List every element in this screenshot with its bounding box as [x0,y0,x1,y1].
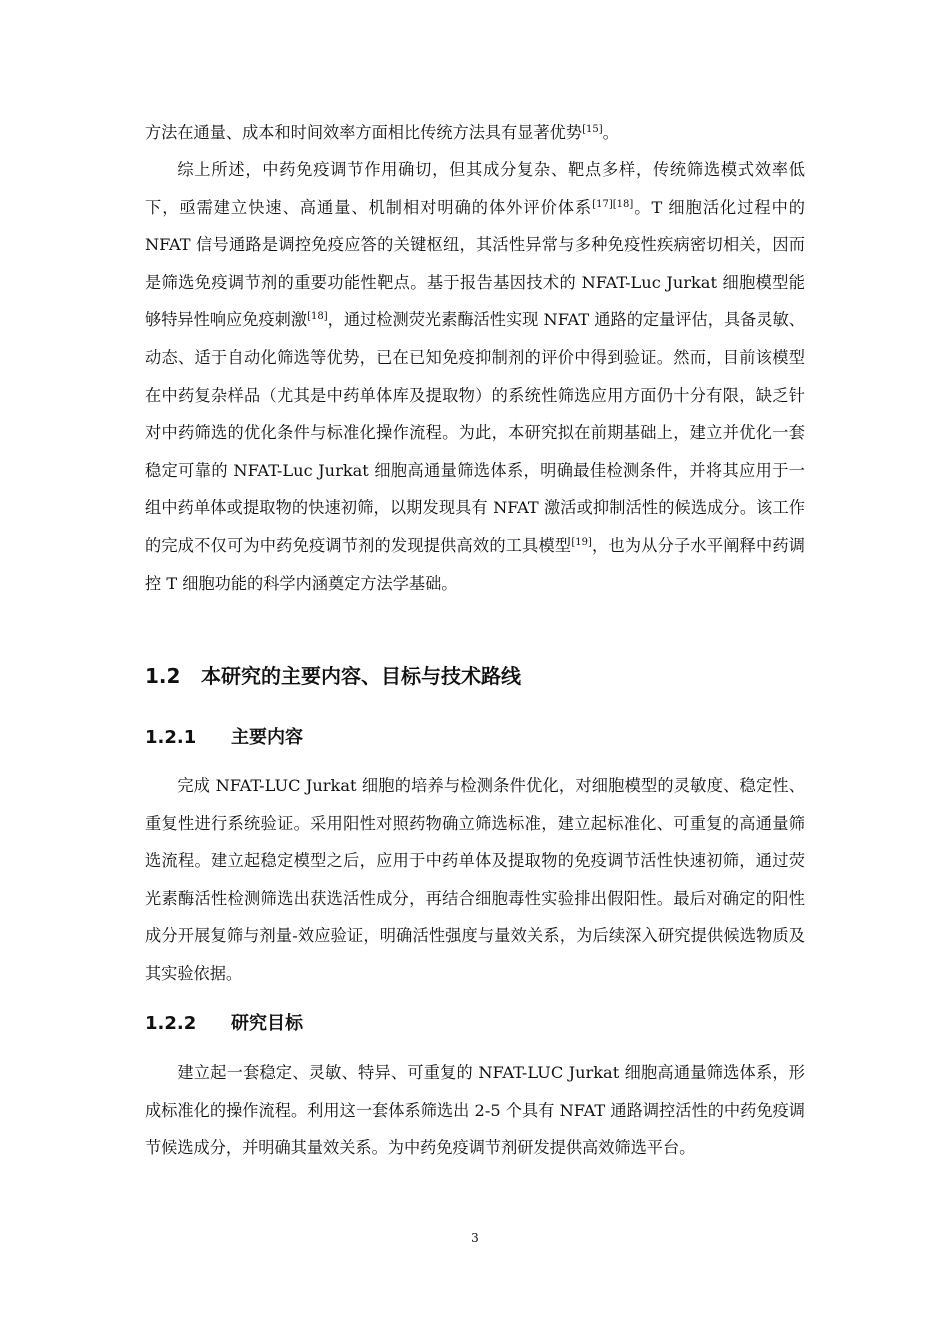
paragraph-summary [145,151,805,602]
paragraph-text: 方法在通量、成本和时间效率方面相比传统方法具有显著优势 [145,123,583,142]
citation-ref: [18] [307,311,328,323]
paragraph-text: ，也为从分子水平阐释中药调控 T 细胞功能的科学内涵奠定方法学基础。 [145,535,805,593]
citation-ref: [15] [582,124,603,135]
paragraph-text: ，通过检测荧光素酶活性实现 NFAT 通路的定量评估，具备灵敏、动态、适于自动化筛选等优势，已在已知免疫抑制剂的评价中得到验证。然而，目前该模型在中药复杂样品（尤其是中药单体库及提取物）的系统性筛选应用方面仍十分有限，缺乏针对中药筛选的优化条件与标准化操作流程。为此，本研究拟在前期基础上，建立并优化一套稳定可靠的 NFAT-Luc Jurkat 细胞高通量筛选体系，明确最佳检测条件，并将其应用于一组中药单体或提取物的快速初筛，以期发现具有 NFAT 激活或抑制活性的候选成分。该工作的完成不仅可为中药免疫调节剂的发现提供高效的工具模型 [145,310,805,555]
section-heading [145,658,521,694]
subsection-title: 研究目标 [231,1013,303,1034]
section-title: 本研究的主要内容、目标与技术路线 [201,664,521,688]
section-number: 1.2 [145,664,181,688]
citation-ref: [19] [571,536,592,548]
subsection-title: 主要内容 [231,727,303,748]
paragraph-text: 建立起一套稳定、灵敏、特异、可重复的 NFAT-LUC Jurkat 细胞高通量筛选体系，形成标准化的操作流程。利用这一套体系筛选出 2-5 个具有 NFAT 通路调控活性的中药免疫调节候选成分，并明确其量效关系。为中药免疫调节剂研发提供高效筛选平台。 [145,1063,805,1158]
paragraph-text: 综上所述，中药免疫调节作用确切，但其成分复杂、靶点多样，传统筛选模式效率低下，亟需建立快速、高通量、机制相对明确的体外评价体系 [145,160,805,217]
subsection-number: 1.2.1 [145,727,197,748]
page-number: 3 [471,1231,479,1245]
subsection-heading-goals [145,1008,303,1040]
citation-ref: [17][18] [592,198,634,210]
paragraph-continuation [145,114,805,152]
subsection-heading-content [145,722,303,754]
paragraph-text: 。 [602,123,619,142]
paragraph-goals [145,1054,805,1167]
subsection-number: 1.2.2 [145,1013,197,1034]
paragraph-main-content [145,767,805,993]
paragraph-text: 。T 细胞活化过程中的 NFAT 信号通路是调控免疫应答的关键枢纽，其活性异常与多种免疫性疾病密切相关，因而是筛选免疫调节剂的重要功能性靶点。基于报告基因技术的 NFAT-Luc Jurkat 细胞模型能够特异性响应免疫刺激 [145,197,805,330]
paragraph-text: 完成 NFAT-LUC Jurkat 细胞的培养与检测条件优化，对细胞模型的灵敏度、稳定性、重复性进行系统验证。采用阳性对照药物确立筛选标准，建立起标准化、可重复的高通量筛选流程。建立起稳定模型之后，应用于中药单体及提取物的免疫调节活性快速初筛，通过荧光素酶活性检测筛选出获选活性成分，再结合细胞毒性实验排出假阳性。最后对确定的阳性成分开展复筛与剂量-效应验证，明确活性强度与量效关系，为后续深入研究提供候选物质及其实验依据。 [145,776,805,983]
